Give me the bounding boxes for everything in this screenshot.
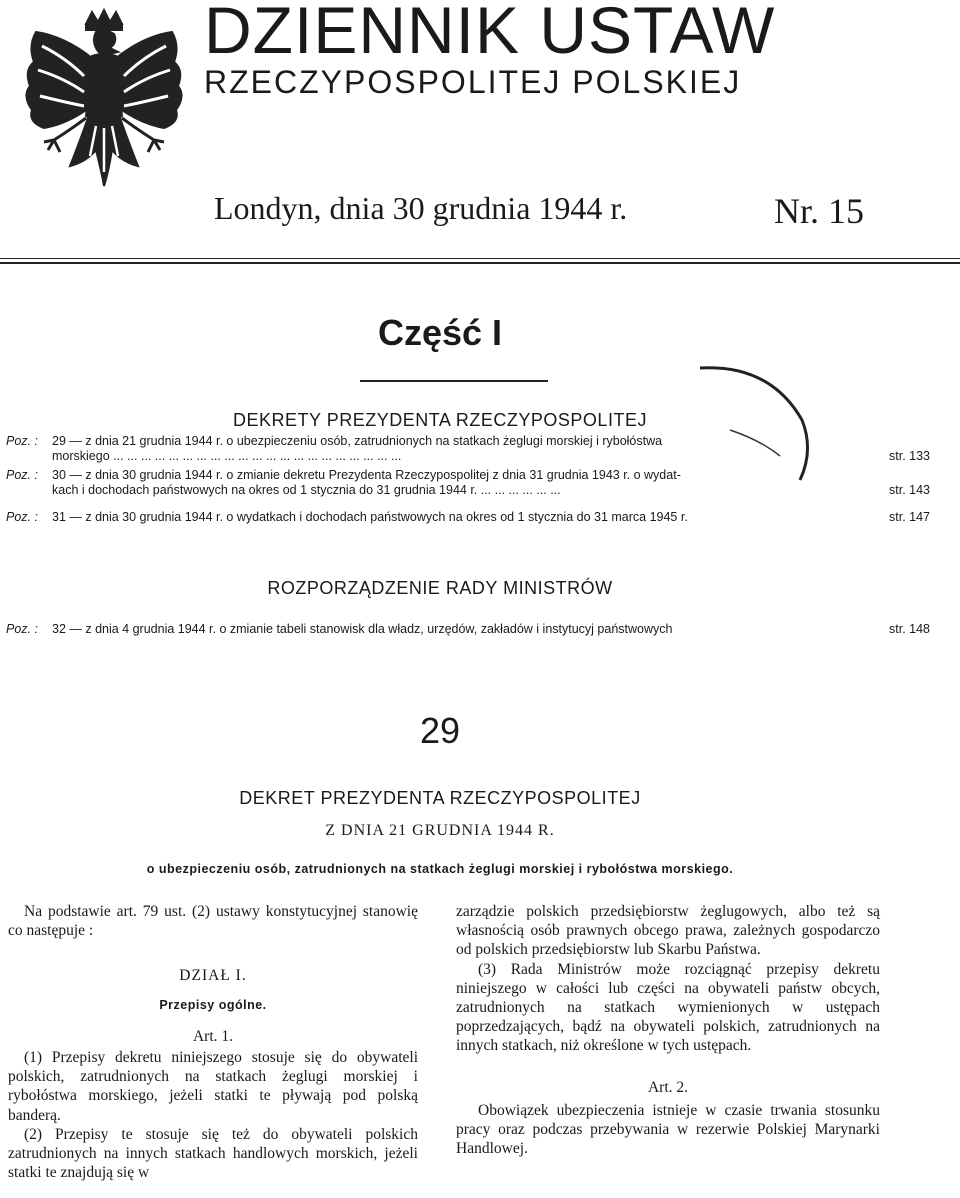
article-1-paragraph-2: (2) Przepisy te stosuje się też do obywateli polskich zatrudnionych na innych statkach handlowych morskich, jeżeli statki te znajdują się w	[8, 1125, 418, 1182]
masthead-subtitle: RZECZYPOSPOLITEJ POLSKIEJ	[204, 64, 742, 100]
toc-entry-line2: kach i dochodach państwowych na okres od 1 stycznia do 31 grudnia 1944 r. ... ... ... ... ... ...	[52, 483, 561, 497]
toc-entry-pos: Poz. :	[6, 622, 38, 636]
part-title-rule	[360, 380, 548, 382]
toc-entry-30[interactable]	[6, 468, 950, 483]
toc-entry-pos: Poz. :	[6, 510, 38, 524]
decree-preamble: Na podstawie art. 79 ust. (2) ustawy konstytucyjnej stanowię co następuje :	[8, 903, 418, 940]
toc-entry-line1: 32 — z dnia 4 grudnia 1944 r. o zmianie tabeli stanowisk dla władz, urzędów, zakładów i instytucyj państwowych	[52, 622, 673, 636]
decree-date: Z DNIA 21 GRUDNIA 1944 R.	[325, 822, 555, 839]
article-2-label: Art. 2.	[647, 1078, 689, 1096]
decree-left-column	[8, 902, 418, 1182]
toc-entry-32[interactable]	[6, 622, 950, 637]
toc-entry-pos: Poz. :	[6, 468, 38, 482]
toc-entry-31[interactable]	[6, 510, 950, 525]
toc-entry-line1: 31 — z dnia 30 grudnia 1944 r. o wydatkach i dochodach państwowych na okres od 1 stycznia do 31 marca 1945 r.	[52, 510, 688, 524]
toc-list-decrees	[6, 434, 950, 525]
issue-number: Nr. 15	[774, 191, 864, 231]
toc-list-regulations	[6, 622, 950, 637]
decree-number: 29	[419, 710, 461, 751]
toc-entry-line1: 30 — z dnia 30 grudnia 1944 r. o zmianie dekretu Prezydenta Rzeczypospolitej z dnia 31 grudnia 1943 r. o wydat-	[52, 468, 681, 482]
part-title: Część I	[377, 312, 503, 353]
decree-heading: DEKRET PREZYDENTA RZECZYPOSPOLITEJ	[239, 788, 641, 808]
toc-section1-heading: DEKRETY PREZYDENTA RZECZYPOSPOLITEJ	[233, 410, 647, 430]
masthead-rule-top	[0, 258, 960, 259]
masthead-title: DZIENNIK USTAW	[204, 0, 776, 67]
dateline: Londyn, dnia 30 grudnia 1944 r.	[214, 190, 628, 226]
toc-entry-page: str. 147	[889, 510, 930, 524]
article-2-paragraph: Obowiązek ubezpieczenia istnieje w czasie trwania stosunku pracy oraz podczas przebywania w rezerwie Polskiej Marynarki Handlowej.	[456, 1101, 880, 1158]
toc-entry-29[interactable]	[6, 434, 950, 449]
article-1-paragraph-1: (1) Przepisy dekretu niniejszego stosuje się do obywateli polskich, zatrudnionych na statkach żeglugi morskiej i rybołóstwa morskiego, jeżeli statki te pływają pod polską banderą.	[8, 1049, 418, 1124]
toc-entry-line1: 29 — z dnia 21 grudnia 1944 r. o ubezpieczeniu osób, zatrudnionych na statkach żeglugi morskiej i rybołóstwa	[52, 434, 663, 448]
article-1-paragraph-3: (3) Rada Ministrów może rozciągnąć przepisy dekretu niniejszego w całości lub części na obywateli państw obcych, zatrudnionych na statkach wymienionych w ustępach poprzedzających, bądź na obywateli polskich, zatrudnionych na innych statkach, niż określone w tych ustępach.	[456, 960, 880, 1055]
toc-entry-pos: Poz. :	[6, 434, 38, 448]
masthead-rule-bottom	[0, 262, 960, 264]
decree-subject: o ubezpieczeniu osób, zatrudnionych na statkach żeglugi morskiej i rybołóstwa morskiego.	[146, 862, 734, 876]
toc-entry-line2: morskiego ... ... ... ... ... ... ... ... ... ... ... ... ... ... ... ... ... ... ... ... ...	[52, 449, 402, 463]
chapter-label: DZIAŁ I.	[179, 967, 247, 985]
article-1-paragraph-2-cont: zarządzie polskich przedsiębiorstw żeglugowych, albo też są własnością osób prawnych obcego prawa, zależnych gospodarczo od polskich przedsiębiorstw lub Skarbu Państwa.	[456, 903, 880, 959]
toc-entry-page: str. 133	[889, 449, 930, 463]
chapter-title: Przepisy ogólne.	[159, 997, 267, 1012]
article-1-label: Art. 1.	[192, 1027, 234, 1045]
toc-section2-heading: ROZPORZĄDZENIE RADY MINISTRÓW	[267, 578, 613, 598]
toc-entry-page: str. 143	[889, 483, 930, 497]
decree-right-column	[456, 902, 880, 1158]
toc-entry-page: str. 148	[889, 622, 930, 636]
eagle-emblem-icon	[14, 6, 194, 196]
